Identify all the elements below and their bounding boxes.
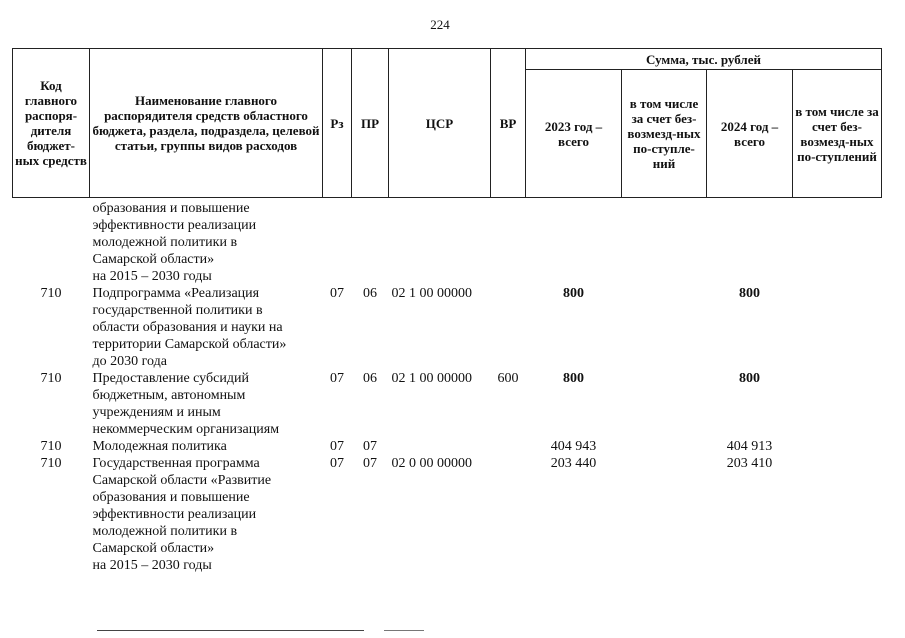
name-line: бюджетным, автономным (92, 388, 246, 403)
cell-name (90, 438, 323, 455)
cell-pr: 07 (363, 456, 377, 471)
header-name: Наименование главного распорядителя средств областного бюджета, раздела, подраздела, целевой статьи, группы видов расходов (90, 49, 323, 198)
name-line: молодежной политики в (92, 235, 238, 250)
cell-name (90, 455, 323, 574)
cell-2024-free (793, 200, 882, 285)
cell-2024-free (793, 285, 882, 370)
name-line: эффективности реализации (92, 507, 257, 522)
cell-vr: 600 (497, 371, 519, 386)
cell-rz: 07 (330, 456, 344, 471)
name-line: на 2015 – 2030 годы (92, 558, 212, 573)
cell-2024-total (707, 200, 793, 285)
name-line: области образования и науки на (92, 320, 283, 335)
cell-pr: 06 (363, 371, 377, 386)
budget-table (12, 48, 882, 574)
name-line: образования и повышение (92, 201, 250, 216)
cell-2023-free (622, 285, 707, 370)
cell-csr (389, 438, 491, 455)
name-line: государственной политики в (92, 303, 263, 318)
cell-2024-total: 800 (739, 371, 760, 386)
name-line: Подпрограмма «Реализация (92, 286, 260, 301)
name-line: Самарской области «Развитие (92, 473, 272, 488)
header-2023-free: в том числе за счет без-возмезд-ных по-ступле-ний (622, 70, 707, 198)
cell-2023-total: 800 (563, 371, 584, 386)
cell-rz: 07 (330, 286, 344, 301)
header-rz: Рз (323, 49, 352, 198)
cell-2023-total (526, 200, 622, 285)
table-row (13, 200, 882, 285)
cell-code: 710 (40, 456, 62, 471)
name-line: некоммерческим организациям (92, 422, 280, 437)
name-line: на 2015 – 2030 годы (92, 269, 212, 284)
table-body (13, 198, 882, 575)
name-line: молодежной политики в (92, 524, 238, 539)
name-line: Предоставление субсидий (92, 371, 249, 386)
bottom-rule-short (384, 630, 424, 631)
cell-csr (389, 200, 491, 285)
table-header (13, 49, 882, 198)
cell-name (90, 200, 323, 285)
cell-csr: 02 0 00 00000 (391, 456, 472, 471)
header-2023-total: 2023 год – всего (526, 70, 622, 198)
cell-pr: 07 (363, 439, 377, 454)
cell-csr: 02 1 00 00000 (391, 371, 472, 386)
name-line: Молодежная политика (92, 439, 227, 454)
cell-pr: 06 (363, 286, 377, 301)
header-csr: ЦСР (389, 49, 491, 198)
bottom-rule (97, 630, 364, 631)
cell-2023-total: 203 440 (550, 456, 597, 471)
cell-code (13, 200, 90, 285)
header-2024-free: в том числе за счет без-возмезд-ных по-ступлений (793, 70, 882, 198)
table-row (13, 285, 882, 370)
name-line: образования и повышение (92, 490, 250, 505)
cell-name (90, 285, 323, 370)
table-row (13, 455, 882, 574)
cell-2024-total: 404 913 (726, 439, 773, 454)
cell-2023-total: 800 (563, 286, 584, 301)
name-line: до 2030 года (92, 354, 167, 369)
page-number: 224 (430, 17, 450, 32)
header-sum-title: Сумма, тыс. рублей (526, 49, 882, 70)
name-line: Самарской области» (92, 252, 215, 267)
name-line: Государственная программа (92, 456, 260, 471)
cell-vr (491, 200, 526, 285)
table-row (13, 438, 882, 455)
name-line: учреждениям и иным (92, 405, 221, 420)
cell-rz (323, 200, 352, 285)
name-line: Самарской области» (92, 541, 215, 556)
cell-csr: 02 1 00 00000 (391, 286, 472, 301)
cell-2023-free (622, 370, 707, 438)
cell-vr (491, 285, 526, 370)
cell-pr (352, 200, 389, 285)
header-pr: ПР (352, 49, 389, 198)
cell-vr (491, 438, 526, 455)
cell-rz: 07 (330, 371, 344, 386)
cell-code: 710 (40, 371, 62, 386)
cell-name (90, 370, 323, 438)
cell-2024-free (793, 455, 882, 574)
cell-2023-free (622, 200, 707, 285)
cell-2024-total: 800 (739, 286, 760, 301)
cell-2023-free (622, 455, 707, 574)
cell-2024-free (793, 438, 882, 455)
header-code: Код главного распоря-дителя бюджет-ных средств (13, 49, 90, 198)
cell-vr (491, 455, 526, 574)
cell-2023-free (622, 438, 707, 455)
header-vr: ВР (491, 49, 526, 198)
cell-rz: 07 (330, 439, 344, 454)
cell-2023-total: 404 943 (550, 439, 597, 454)
name-line: территории Самарской области» (92, 337, 287, 352)
cell-2024-free (793, 370, 882, 438)
name-line: эффективности реализации (92, 218, 257, 233)
cell-2024-total: 203 410 (726, 456, 773, 471)
header-2024-total: 2024 год – всего (707, 70, 793, 198)
table-row (13, 370, 882, 438)
cell-code: 710 (40, 439, 62, 454)
cell-code: 710 (40, 286, 62, 301)
